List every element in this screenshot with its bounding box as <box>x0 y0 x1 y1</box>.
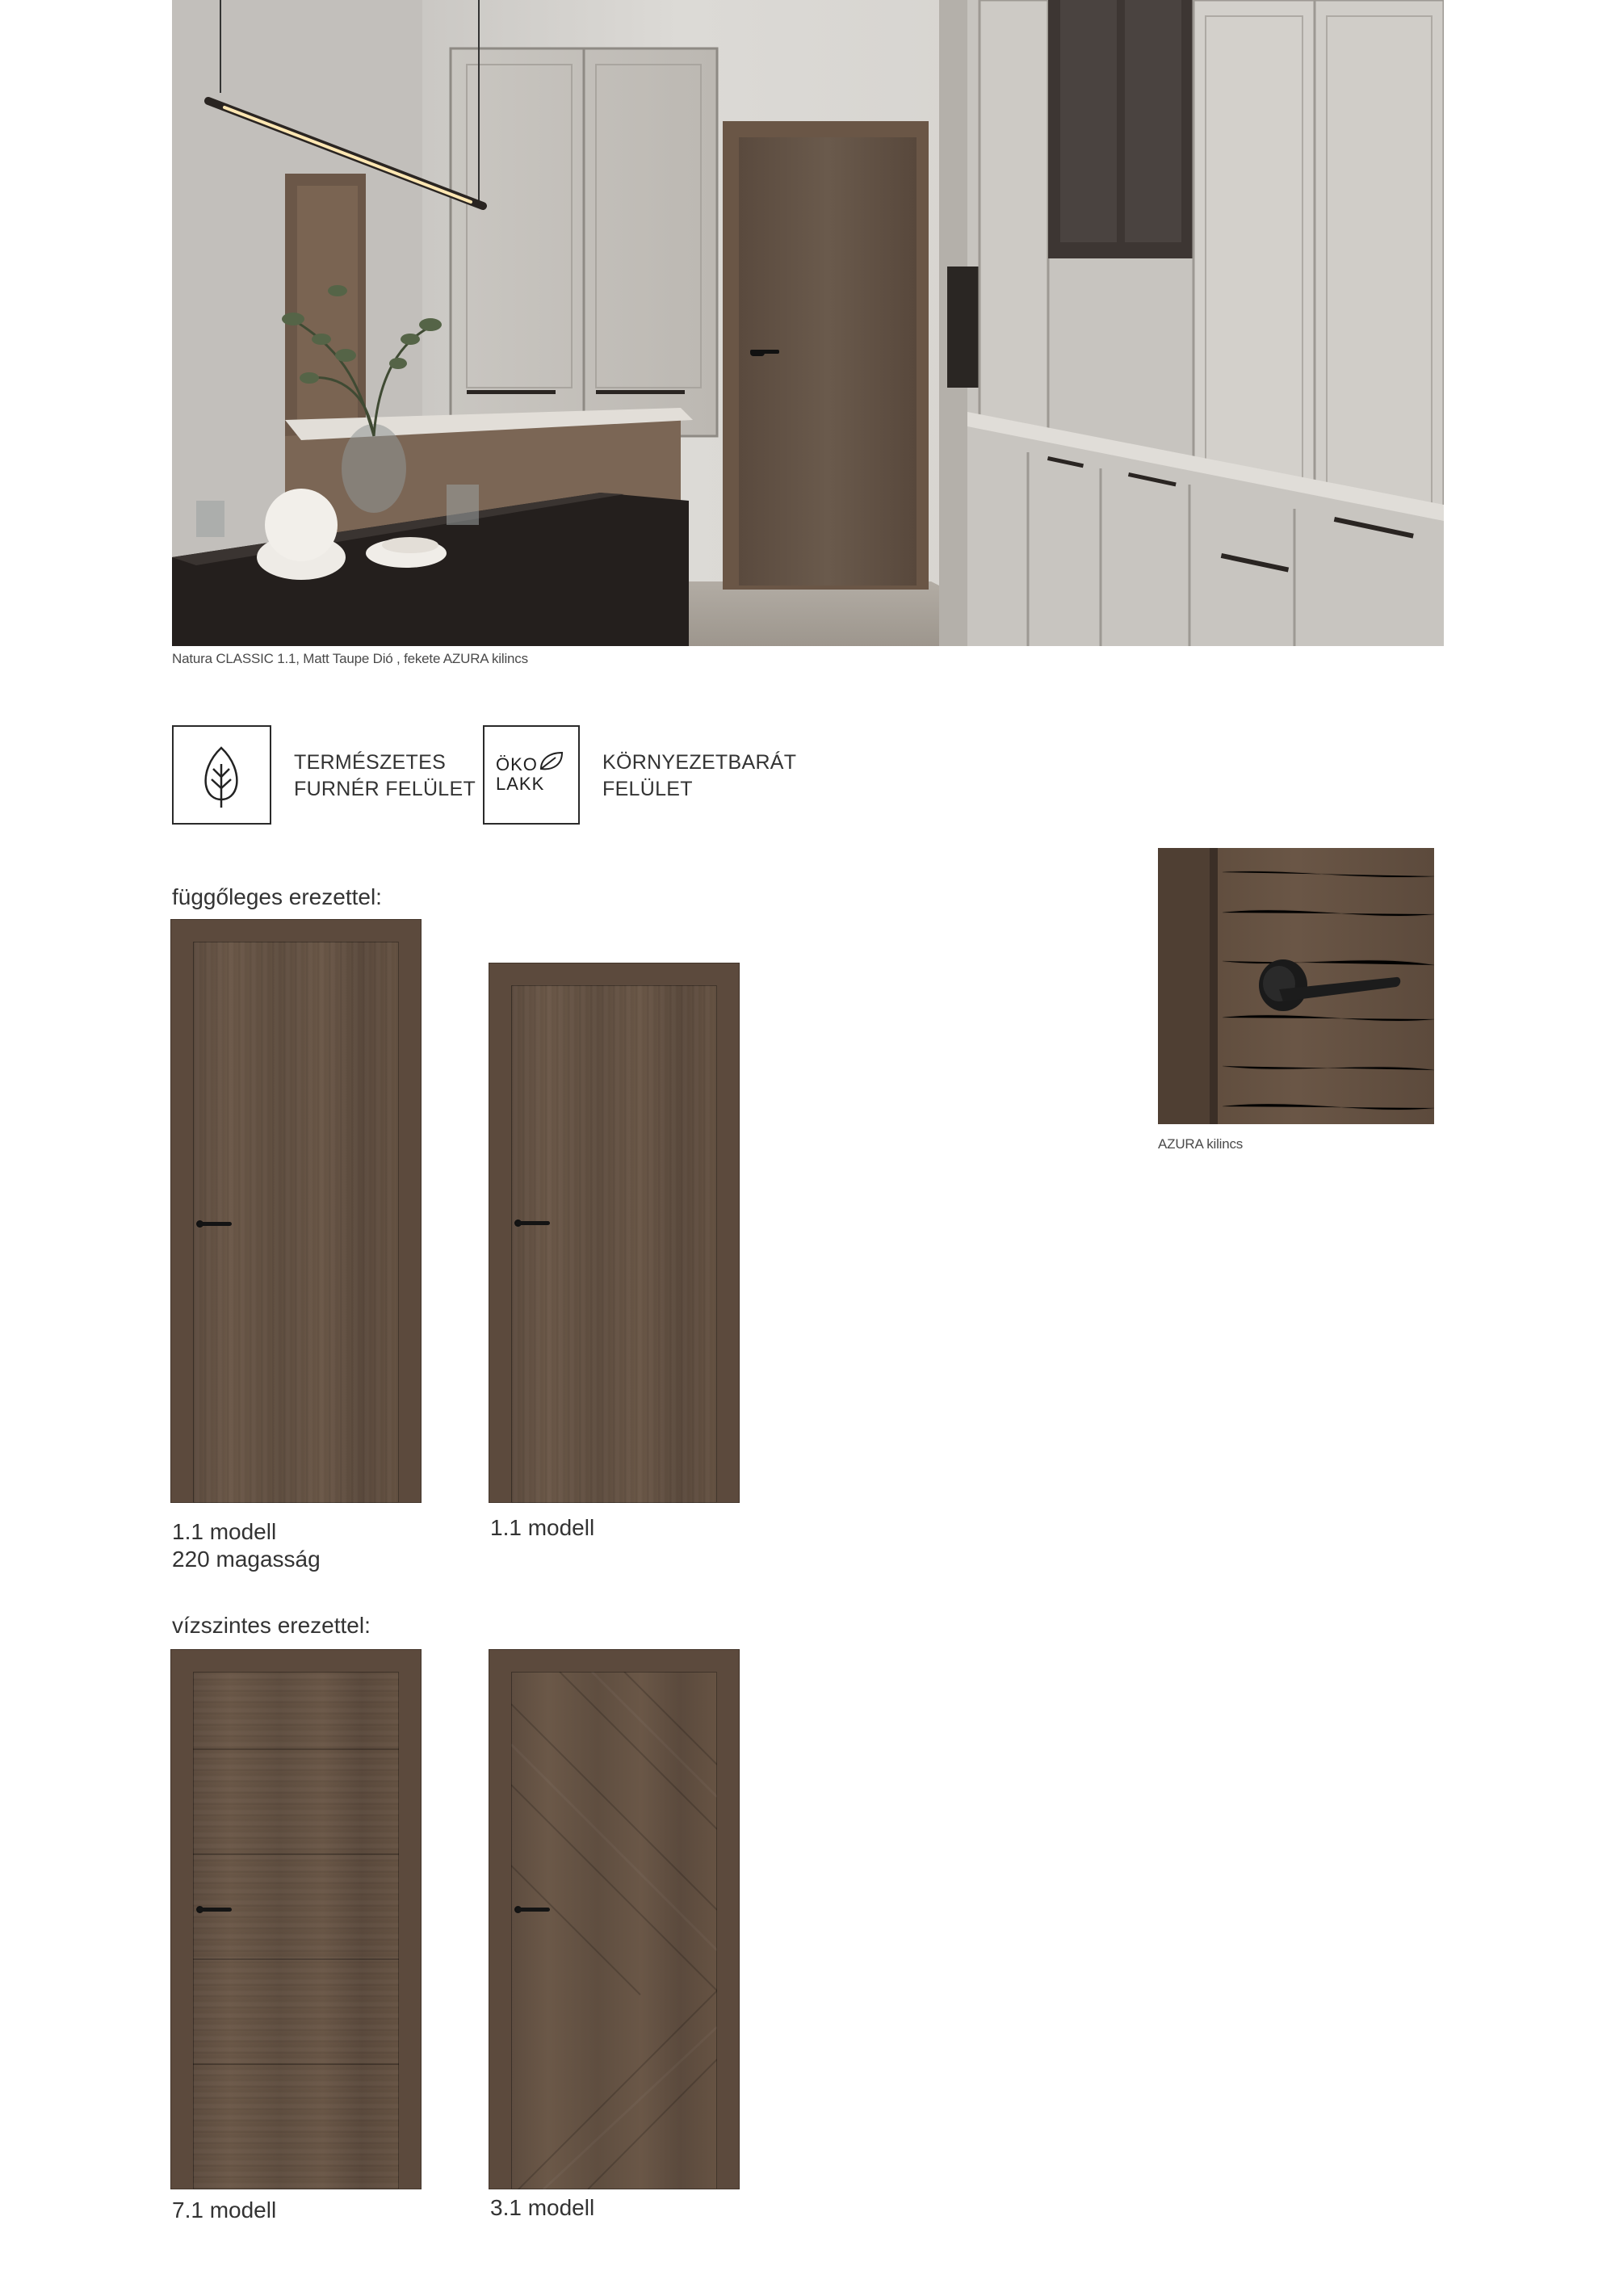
door-leaf <box>511 1672 717 2189</box>
door-model-1-1-tall <box>170 919 422 1503</box>
eco-friendly-text <box>602 749 796 803</box>
oko-lakk-badge <box>483 725 580 825</box>
oko-lakk-logo-line1: ÖKO <box>496 754 538 774</box>
badge-line: FELÜLET <box>602 778 693 800</box>
small-leaf-icon <box>536 748 568 774</box>
handle-lever <box>516 1908 550 1912</box>
handle-lever <box>516 1221 550 1225</box>
handle-lever <box>198 1222 232 1226</box>
badge-line: KÖRNYEZETBARÁT <box>602 751 797 774</box>
vertical-grain-title: függőleges erezettel: <box>172 884 382 909</box>
diagonal-grain-pattern <box>511 1672 717 2189</box>
door-model-3-1 <box>489 1649 740 2189</box>
door-leaf <box>193 1672 399 2189</box>
natural-veneer-text <box>294 749 476 803</box>
oko-lakk-logo-line2: LAKK <box>496 774 545 794</box>
model-label-3-1 <box>490 2194 594 2222</box>
hero-interior-photo <box>172 0 1444 646</box>
model-name: 3.1 modell <box>490 2195 595 2220</box>
model-name: 7.1 modell <box>172 2197 277 2223</box>
badge-line: FURNÉR FELÜLET <box>294 778 476 800</box>
handle-lever <box>198 1908 232 1912</box>
horizontal-grain-title: vízszintes erezettel: <box>172 1613 371 1638</box>
door-leaf <box>511 985 717 1503</box>
natural-veneer-badge <box>172 725 271 825</box>
door-model-1-1 <box>489 963 740 1503</box>
model-height: 220 magasság <box>172 1547 321 1572</box>
door-model-7-1 <box>170 1649 422 2189</box>
handle-caption: AZURA kilincs <box>1158 1136 1244 1152</box>
model-label-1-1 <box>490 1514 594 1542</box>
hero-caption: Natura CLASSIC 1.1, Matt Taupe Dió , fekete AZURA kilincs <box>172 651 528 666</box>
badge-line: TERMÉSZETES <box>294 751 447 774</box>
model-label-7-1 <box>172 2197 276 2224</box>
model-name: 1.1 modell <box>172 1519 277 1544</box>
leaf-icon <box>174 727 269 822</box>
model-label-1-1-tall <box>172 1518 321 1573</box>
azura-handle-detail-photo <box>1158 848 1434 1124</box>
model-name: 1.1 modell <box>490 1515 595 1540</box>
